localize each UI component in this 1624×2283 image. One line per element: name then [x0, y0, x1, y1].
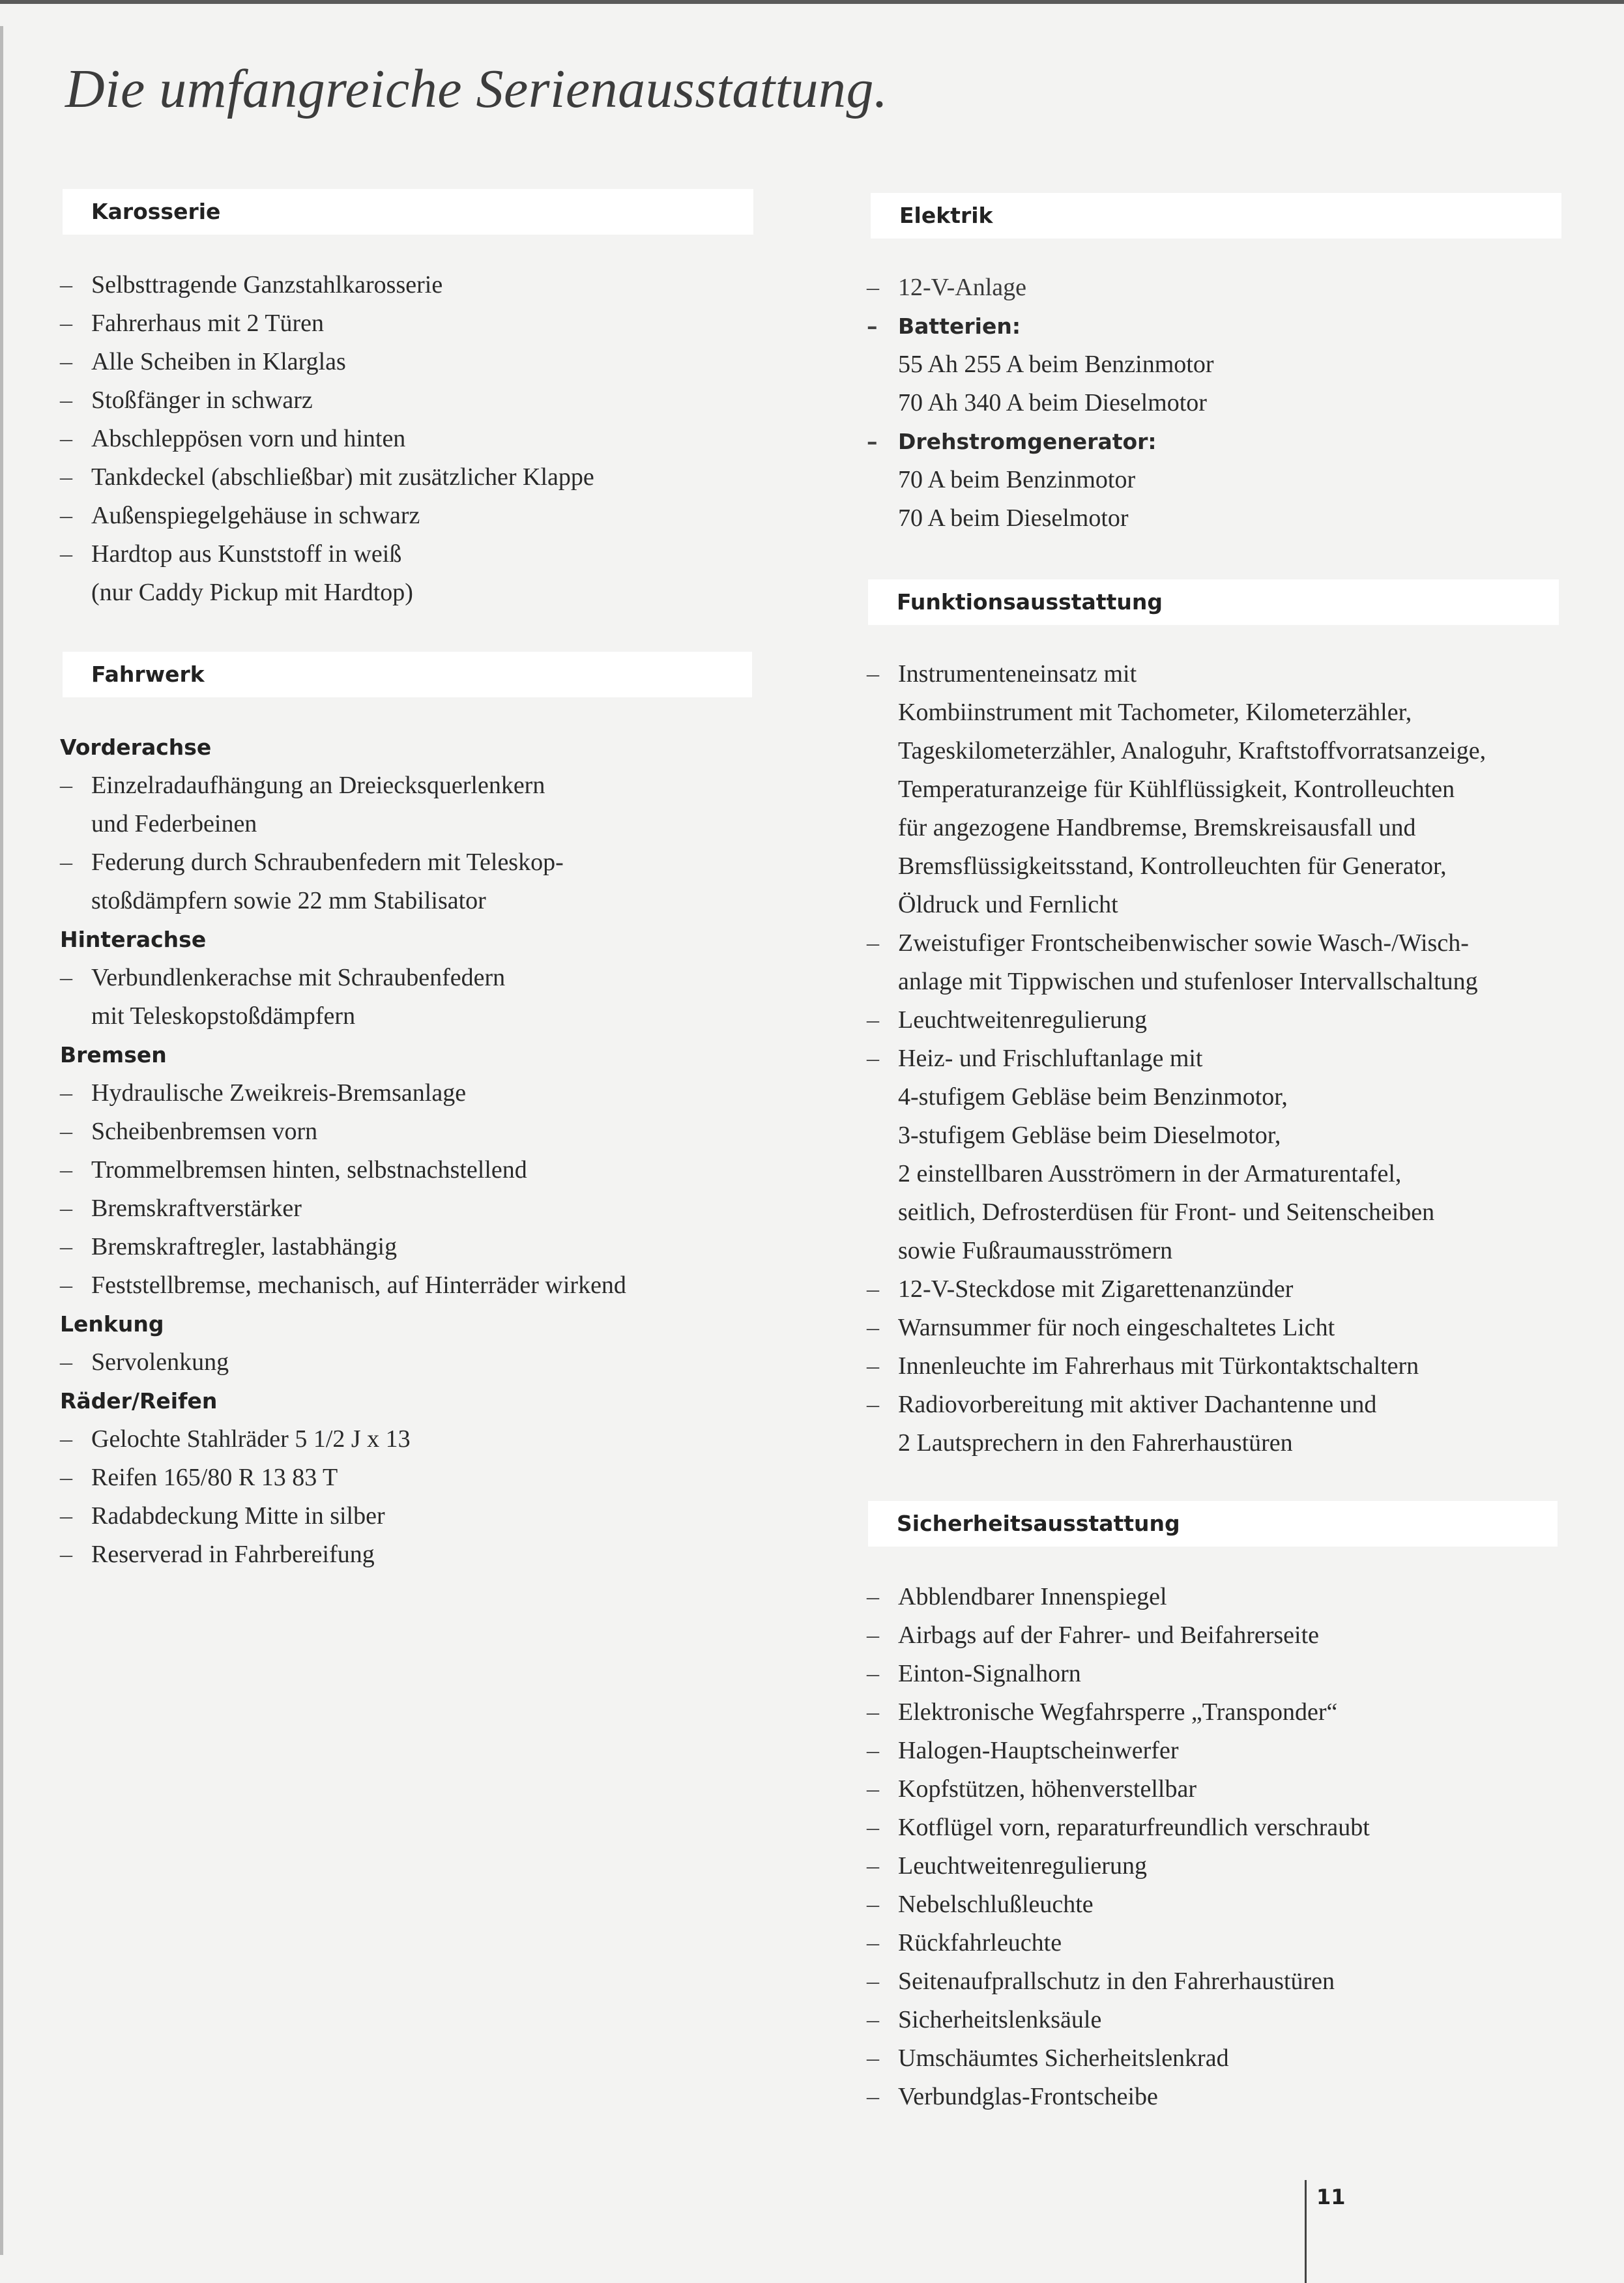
list-item: – Federung durch Schraubenfedern mit Teleskop-: [60, 843, 626, 882]
list-item: – 12-V-Anlage: [867, 269, 1213, 307]
list-item: – Heiz- und Frischluftanlage mit: [867, 1040, 1486, 1078]
list-item-continuation: stoßdämpfern sowie 22 mm Stabilisator: [91, 887, 486, 914]
list-item-continuation: mit Teleskopstoßdämpfern: [91, 1002, 356, 1030]
top-rule: [0, 0, 1624, 4]
list-item: – Selbsttragende Ganzstahlkarosserie: [60, 266, 594, 304]
elektrik-list: [867, 269, 1213, 538]
list-item: – Warnsummer für noch eingeschaltetes Licht: [867, 1309, 1486, 1347]
list-item: – Scheibenbremsen vorn: [60, 1112, 626, 1151]
list-item: – Einton-Signalhorn: [867, 1655, 1370, 1693]
subheading-lenkung: Lenkung: [60, 1311, 164, 1337]
list-item-continuation: 2 einstellbaren Ausströmern in der Armaturentafel,: [898, 1160, 1402, 1187]
list-item-continuation: 3-stufigem Gebläse beim Dieselmotor,: [898, 1122, 1281, 1149]
list-item: – Hydraulische Zweikreis-Bremsanlage: [60, 1074, 626, 1112]
list-item: – Verbundglas-Frontscheibe: [867, 2078, 1370, 2116]
list-item-continuation: 70 A beim Dieselmotor: [898, 504, 1129, 532]
list-item-continuation: Temperaturanzeige für Kühlflüssigkeit, Kontrolleuchten: [898, 776, 1455, 803]
list-item: – Leuchtweitenregulierung: [867, 1847, 1370, 1885]
list-item-continuation: anlage mit Tippwischen und stufenloser Intervallschaltung: [898, 968, 1478, 995]
list-item-generator: – Drehstromgenerator:: [867, 422, 1213, 461]
list-item-continuation: 2 Lautsprechern in den Fahrerhaustüren: [898, 1429, 1293, 1457]
list-item-continuation: 4-stufigem Gebläse beim Benzinmotor,: [898, 1083, 1288, 1111]
funktion-list: [867, 655, 1486, 1462]
fahrwerk-list: [60, 728, 626, 1574]
list-item-continuation: sowie Fußraumausströmern: [898, 1237, 1173, 1264]
list-item: – Sicherheitslenksäule: [867, 2001, 1370, 2039]
list-item-continuation: seitlich, Defrosterdüsen für Front- und Seitenscheiben: [898, 1199, 1435, 1226]
list-item: – Rückfahrleuchte: [867, 1924, 1370, 1962]
list-item: – Umschäumtes Sicherheitslenkrad: [867, 2039, 1370, 2078]
list-item: – Seitenaufprallschutz in den Fahrerhaustüren: [867, 1962, 1370, 2001]
list-item-continuation: Kombiinstrument mit Tachometer, Kilometerzähler,: [898, 699, 1412, 726]
page-number-rule: [1305, 2180, 1307, 2283]
list-item: – 12-V-Steckdose mit Zigarettenanzünder: [867, 1270, 1486, 1309]
list-item: – Trommelbremsen hinten, selbstnachstellend: [60, 1151, 626, 1189]
section-header-karosserie: Karosserie: [63, 189, 753, 235]
binding-edge: [0, 26, 3, 2255]
subheading-vorderachse: Vorderachse: [60, 734, 212, 760]
list-item: – Bremskraftregler, lastabhängig: [60, 1228, 626, 1266]
section-header-fahrwerk: Fahrwerk: [63, 652, 752, 697]
list-item: – Verbundlenkerachse mit Schraubenfedern: [60, 959, 626, 997]
list-item-continuation: für angezogene Handbremse, Bremskreisausfall und: [898, 814, 1416, 841]
list-item: – Instrumenteneinsatz mit: [867, 655, 1486, 693]
list-item: – Außenspiegelgehäuse in schwarz: [60, 497, 594, 535]
section-header-elektrik: Elektrik: [871, 193, 1561, 239]
list-item: – Reserverad in Fahrbereifung: [60, 1535, 626, 1574]
page-number: 11: [1316, 2185, 1346, 2209]
section-header-funktionsausstattung: Funktionsausstattung: [868, 579, 1559, 625]
list-item-continuation: 70 A beim Benzinmotor: [898, 466, 1136, 493]
list-item: – Innenleuchte im Fahrerhaus mit Türkontaktschaltern: [867, 1347, 1486, 1386]
list-item: – Halogen-Hauptscheinwerfer: [867, 1732, 1370, 1770]
list-item: – Nebelschlußleuchte: [867, 1885, 1370, 1924]
list-item-continuation: 55 Ah 255 A beim Benzinmotor: [898, 351, 1214, 378]
sicherheit-list: [867, 1578, 1370, 2116]
list-item: – Einzelradaufhängung an Dreiecksquerlenkern: [60, 766, 626, 805]
section-header-sicherheitsausstattung: Sicherheitsausstattung: [868, 1501, 1558, 1547]
list-item-continuation: 70 Ah 340 A beim Dieselmotor: [898, 389, 1207, 416]
list-item: – Fahrerhaus mit 2 Türen: [60, 304, 594, 343]
list-item: – Alle Scheiben in Klarglas: [60, 343, 594, 381]
list-item: – Zweistufiger Frontscheibenwischer sowie Wasch-/Wisch-: [867, 924, 1486, 963]
list-item: – Elektronische Wegfahrsperre „Transponder“: [867, 1693, 1370, 1732]
list-item-continuation: Bremsflüssigkeitsstand, Kontrolleuchten für Generator,: [898, 852, 1447, 880]
list-item: – Leuchtweitenregulierung: [867, 1001, 1486, 1040]
list-item-continuation: Tageskilometerzähler, Analoguhr, Kraftstoffvorratsanzeige,: [898, 737, 1486, 764]
list-item-batterien: – Batterien:: [867, 307, 1213, 345]
subheading-bremsen: Bremsen: [60, 1042, 167, 1068]
list-item: – Tankdeckel (abschließbar) mit zusätzlicher Klappe: [60, 458, 594, 497]
list-item: – Abschleppösen vorn und hinten: [60, 420, 594, 458]
list-item: – Kopfstützen, höhenverstellbar: [867, 1770, 1370, 1809]
subheading-hinterachse: Hinterachse: [60, 927, 207, 952]
list-item: – Radabdeckung Mitte in silber: [60, 1497, 626, 1535]
karosserie-list: [60, 266, 594, 612]
list-item: – Bremskraftverstärker: [60, 1189, 626, 1228]
list-item: – Radiovorbereitung mit aktiver Dachantenne und: [867, 1386, 1486, 1424]
list-item: – Stoßfänger in schwarz: [60, 381, 594, 420]
list-item-continuation: Öldruck und Fernlicht: [898, 891, 1118, 918]
list-item-continuation: (nur Caddy Pickup mit Hardtop): [91, 579, 413, 606]
page-title: Die umfangreiche Serienausstattung.: [65, 59, 888, 119]
list-item: – Hardtop aus Kunststoff in weiß: [60, 535, 594, 574]
list-item-continuation: und Federbeinen: [91, 810, 257, 837]
list-item: – Servolenkung: [60, 1343, 626, 1382]
list-item: – Kotflügel vorn, reparaturfreundlich verschraubt: [867, 1809, 1370, 1847]
list-item: – Abblendbarer Innenspiegel: [867, 1578, 1370, 1616]
list-item: – Feststellbremse, mechanisch, auf Hinterräder wirkend: [60, 1266, 626, 1305]
list-item: – Airbags auf der Fahrer- und Beifahrerseite: [867, 1616, 1370, 1655]
list-item: – Reifen 165/80 R 13 83 T: [60, 1459, 626, 1497]
list-item: – Gelochte Stahlräder 5 1/2 J x 13: [60, 1420, 626, 1459]
subheading-raeder-reifen: Räder/Reifen: [60, 1388, 218, 1414]
